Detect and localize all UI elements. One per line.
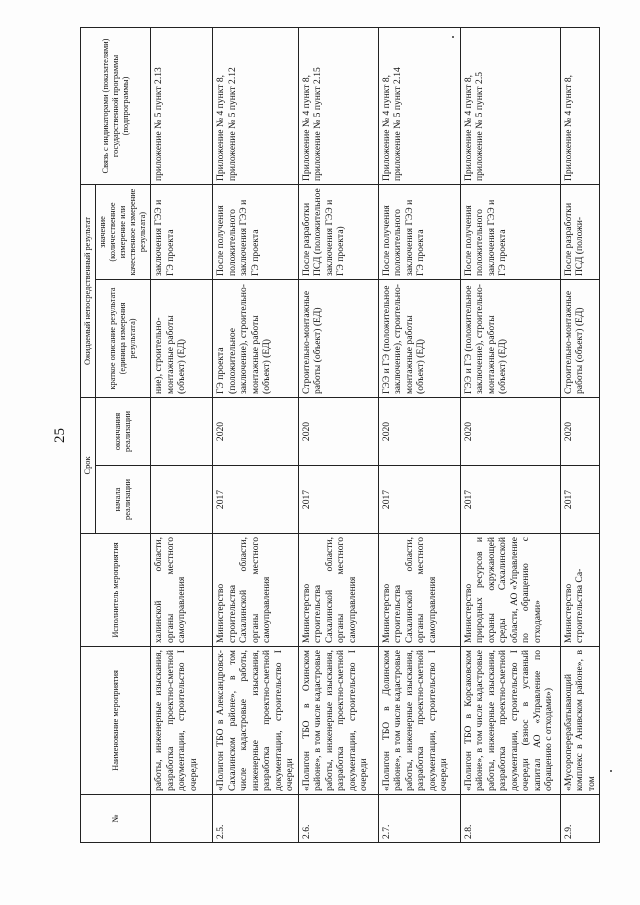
measure-executor: Министерство строительства Са- [560,534,600,647]
end-year: 2020 [560,398,600,466]
header-end: окончания реализации [96,398,151,466]
end-year [151,398,213,466]
table-row [378,28,460,843]
header-result-group: Ожидаемый непосредственный результат [81,185,96,398]
measure-name: «Полигон ТБО в Охинском районе», в том числе кадастровые работы, инженерные изыскания, разработка проектно-сметной документации, строительство I очереди [298,647,378,795]
measure-executor: Министерство строительства Сахалинской области, органы местного самоуправления [213,534,299,647]
result-description: ГЭ проекта (положительное заключение), строительно-монтажные работы (объект) (ЕД) [213,280,299,398]
result-value: После получения положительного заключения ГЭЭ и ГЭ проекта [378,185,460,280]
header-result-value: значение (количественное измерение или качественное измерение результата) [96,185,151,280]
header-no: № [81,795,151,843]
measure-name: работы, инженерные изыскания, разработка проектно-сметной документации, строительство I очереди [151,647,213,795]
start-year: 2017 [560,466,600,534]
result-description: ГЭЭ и ГЭ (положительное заключение), строительно-монтажные работы (объект) (ЕД) [460,280,560,398]
start-year: 2017 [298,466,378,534]
result-description: ние), строительно-монтажные работы (объект) (ЕД) [151,280,213,398]
result-value: заключения ГЭЭ и ГЭ проекта [151,185,213,280]
result-value: После получения положительного заключения ГЭЭ и ГЭ проекта [460,185,560,280]
scan-speck [610,770,612,772]
row-number [151,795,213,843]
end-year: 2020 [378,398,460,466]
end-year: 2020 [213,398,299,466]
row-number: 2.9. [560,795,600,843]
measure-executor: халинской области, органы местного самоуправления [151,534,213,647]
measure-executor: Министерство строительства Сахалинской области, органы местного самоуправления [378,534,460,647]
result-value: После получения положительного заключения ГЭЭ и ГЭ проекта [213,185,299,280]
header-name: Наименование мероприятия [81,647,151,795]
row-number: 2.5. [213,795,299,843]
row-number: 2.7. [378,795,460,843]
measure-executor: Министерство строительства Сахалинской области, органы местного самоуправления [298,534,378,647]
start-year: 2017 [460,466,560,534]
table-row [298,28,378,843]
measures-table [80,27,600,843]
end-year: 2020 [298,398,378,466]
measure-name: «Полигон ТБО в Александровск-Сахалинском районе», в том числе кадастровые работы, инженерные изыскания, разработка проектно-сметной документации, строительство I очереди [213,647,299,795]
result-description: ГЭЭ и ГЭ (положительное заключение), строительно-монтажные работы (объект) (ЕД) [378,280,460,398]
start-year [151,466,213,534]
row-number: 2.6. [298,795,378,843]
header-result-desc: краткое описание результата (единица измерения результата) [96,280,151,398]
result-description: Строительно-монтажные работы (объект) (ЕД) [298,280,378,398]
header-row-1 [81,28,96,843]
measure-name: «Полигон ТБО в Долинском районе», в том числе кадастровые работы, инженерные изыскания, разработка проектно-сметной документации, строительство I очереди [378,647,460,795]
end-year: 2020 [460,398,560,466]
indicator-link: Приложение № 4 пункт 8, [560,28,600,185]
measure-name: «Мусороперерабатывающий комплекс в Анивском районе», в том [560,647,600,795]
table-row [213,28,299,843]
measure-executor: Министерство природных ресурсов и охраны окружающей среды Сахалинской области, АО «Управление по обращению с отходами» [460,534,560,647]
header-indicators: Связь с индикаторами (показателями) государственной программы (подпрограммы) [81,28,151,185]
result-value: После разработки ПСД (положи- [560,185,600,280]
header-start: начала реализации [96,466,151,534]
page-number: 25 [52,428,68,443]
indicator-link: Приложение № 4 пункт 8, приложение № 5 пункт 2.12 [213,28,299,185]
indicator-link: Приложение № 4 пункт 8, приложение № 5 пункт 2.15 [298,28,378,185]
header-term-group: Срок [81,398,96,534]
header-executor: Исполнитель мероприятия [81,534,151,647]
indicator-link: Приложение № 4 пункт 8, приложение № 5 пункт 2.14 [378,28,460,185]
result-description: Строительно-монтажные работы (объект) (ЕД) [560,280,600,398]
measure-name: «Полигон ТБО в Корсаковском районе», в том числе кадастровые работы, инженерные изыскания, разработка проектно-сметной документации, строительство I очереди (взнос в уставный капитал АО «Управление по обращению с отходами») [460,647,560,795]
table-row [560,28,600,843]
result-value: После разработки ПСД (положительное заключения ГЭЭ и ГЭ проекта) [298,185,378,280]
start-year: 2017 [378,466,460,534]
start-year: 2017 [213,466,299,534]
row-number: 2.8. [460,795,560,843]
table-row [460,28,560,843]
indicator-link: приложение № 5 пункт 2.13 [151,28,213,185]
scan-speck [452,36,454,38]
table-row [151,28,213,843]
indicator-link: Приложение № 4 пункт 8, приложение № 5 пункт 2.5 [460,28,560,185]
rotated-content [45,28,597,843]
